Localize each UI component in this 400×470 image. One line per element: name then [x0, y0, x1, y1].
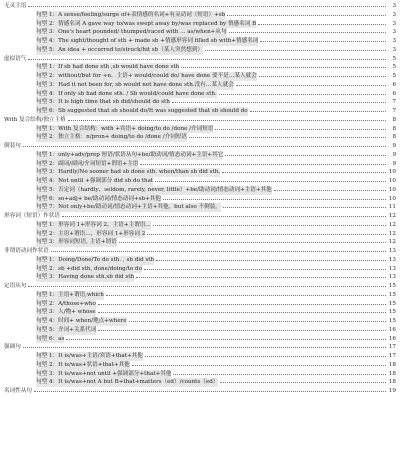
toc-entry[interactable] [0, 202, 400, 211]
toc-entry[interactable] [0, 220, 400, 229]
page-number: 12 [388, 239, 396, 246]
toc-entry-title: 句型 5：It is high time that sb did/should do sth [36, 99, 170, 106]
toc-entry[interactable] [0, 307, 400, 316]
dot-leader [132, 360, 386, 366]
dot-leader [258, 19, 386, 25]
toc-entry-title: 句型 1：If sb had done sth ,sb would have done sth [36, 64, 180, 71]
dot-leader [140, 159, 386, 165]
toc-entry-title: 句型 2：主语+谓语…，形容词 1+形容词 2 [36, 230, 146, 237]
toc-entry-title: 句型 2：It is/was+状语+that+其他 [36, 361, 130, 368]
toc-entry-title: 句型 3：形容词短语, 主语+谓语 [36, 239, 117, 246]
toc-entry-title: 句型 2：独立主格：n/pron+ doing/to do /done /介词短语 [36, 134, 187, 141]
page-number: 15 [388, 300, 396, 307]
toc-entry-title: 句型 5：否定词（hardly、seldom, rarely, never, little）+be/助动词/情态动词+主语+其他 [36, 186, 272, 193]
page-number: 10 [388, 178, 396, 184]
page-number: 15 [388, 291, 396, 298]
dot-leader [144, 264, 386, 270]
dot-leader [156, 255, 386, 261]
toc-entry-title: 句型 7：Not only+be/助动词/情态动词+主语+其他，but also 不倒装。 [36, 204, 221, 211]
page-number: 12 [388, 213, 396, 219]
page-number: 10 [388, 195, 396, 202]
dot-leader [145, 351, 386, 357]
dot-leader [172, 97, 386, 103]
toc-section-heading[interactable] [0, 342, 400, 351]
toc-entry[interactable] [0, 290, 400, 299]
toc-section-title: 强调句 [4, 344, 21, 351]
page-number: 18 [388, 361, 396, 368]
page-number: 13 [388, 274, 396, 281]
dot-leader [227, 10, 386, 16]
dot-leader [274, 185, 386, 191]
toc-entry[interactable] [0, 97, 400, 106]
toc-entry-title: 句型 2：副词/副词/介词短语+谓语+主语 [36, 160, 139, 167]
dot-leader [229, 27, 386, 33]
toc-entry-title: 句型 5：An idea + occurred to/struck/hit sb（某人突然想到） [36, 46, 203, 53]
dot-leader [155, 176, 386, 182]
toc-entry[interactable] [0, 10, 400, 19]
toc-entry[interactable] [0, 62, 400, 71]
page-number: 17 [388, 353, 396, 359]
dot-leader [68, 115, 386, 121]
toc-entry-title: 句型 3：Had it not been for, sb would not have done sth.没有…某人就会 [36, 81, 234, 88]
dot-leader [106, 290, 386, 296]
dot-leader [223, 202, 386, 208]
dot-leader [62, 211, 386, 217]
dot-leader [250, 106, 386, 112]
page-number: 11 [388, 204, 396, 211]
dot-leader [28, 54, 386, 60]
toc-entry[interactable] [0, 106, 400, 115]
toc-entry-title: 句型 4：If only sb had done sth. / Sb would/could have done sth. [36, 90, 217, 97]
page-number: 3 [392, 3, 396, 9]
toc-entry[interactable] [0, 159, 400, 168]
dot-leader [98, 325, 386, 331]
toc-section-heading[interactable] [0, 141, 400, 150]
dot-leader [173, 369, 386, 375]
toc-entry[interactable] [0, 176, 400, 185]
dot-leader [119, 237, 386, 243]
dot-leader [153, 220, 386, 226]
toc-entry-title: 句型 1：It is/was+主语/宾语+that+其他 [36, 353, 143, 359]
toc-entry[interactable] [0, 360, 400, 369]
dot-leader [220, 377, 386, 383]
toc-entry[interactable] [0, 334, 400, 343]
toc-entry-title: 句型 1：形容词 1+形容词 2，主语+主谓语… [36, 221, 151, 228]
toc-entry[interactable] [0, 124, 400, 133]
toc-entry[interactable] [0, 264, 400, 273]
dot-leader [23, 342, 386, 348]
toc-section-title: 名词性从句 [4, 388, 32, 394]
page-number: 5 [392, 55, 396, 62]
dot-leader [181, 62, 386, 68]
page-number: 16 [388, 335, 396, 342]
toc-entry-title: 句型 3：Hardly/No sooner had sb done sth. when/than sb did sth. [36, 169, 221, 176]
page-number: 3 [392, 29, 396, 36]
toc-entry[interactable] [0, 167, 400, 176]
page-number: 5 [392, 64, 396, 71]
toc-entry[interactable] [0, 316, 400, 325]
page-number: 3 [392, 38, 396, 44]
toc-entry[interactable] [0, 19, 400, 28]
toc-entry[interactable] [0, 132, 400, 141]
toc-section-title: 非谓语动词作状语 [4, 248, 49, 254]
page-number: 3 [392, 20, 396, 27]
toc-entry[interactable] [0, 351, 400, 360]
dot-leader [28, 1, 386, 7]
toc-entry-title: 句型 1：A sense/feeling/surge of+表情感的名词+有灵动词（短语）+sb [36, 11, 226, 18]
toc-entry[interactable] [0, 27, 400, 36]
toc-section-title: 定语从句 [4, 283, 27, 289]
toc-section-heading[interactable] [0, 1, 400, 10]
page-number: 13 [388, 265, 396, 272]
toc-entry[interactable] [0, 194, 400, 203]
page-number: 12 [388, 230, 396, 237]
toc-section-title: 形容词（短语）作状语 [4, 213, 60, 219]
toc-entry-title: 句型 1：With 复合结构：with +宾语+ doing/to do /done /介词短语 [36, 125, 214, 132]
page-number: 18 [388, 370, 396, 377]
dot-leader [260, 36, 386, 42]
page-number: 7 [392, 99, 396, 106]
toc-entry-title: 句型 3：It is/was+not until +强调部分+that+其他 [36, 370, 172, 377]
dot-leader [51, 246, 386, 252]
page-number: 8 [392, 116, 396, 123]
toc-entry-title: 句型 4：Not until +强调部分 did sb do that [36, 178, 154, 184]
toc-entry[interactable] [0, 36, 400, 45]
page-number: 3 [392, 46, 396, 53]
page-number: 13 [388, 256, 396, 263]
toc-section-title: 倒装句 [4, 143, 21, 149]
dot-leader [205, 45, 386, 51]
toc-entry-title: 句型 6：Sb suggested that sb should do/It was suggested that sb should do [36, 108, 248, 114]
page-number: 9 [392, 151, 396, 158]
page-number: 13 [388, 248, 396, 254]
toc-entry[interactable] [0, 237, 400, 246]
toc-entry[interactable] [0, 325, 400, 334]
dot-leader [147, 229, 386, 235]
toc-section-heading[interactable] [0, 54, 400, 63]
toc-entry-title: 句型 6：as [36, 335, 65, 342]
dot-leader [23, 141, 386, 147]
dot-leader [34, 386, 386, 392]
toc-entry[interactable] [0, 80, 400, 89]
dot-leader [136, 272, 386, 278]
dot-leader [98, 307, 386, 313]
toc-entry-title: 句型 1：Doing/Done/To do sth. , sb did sth [36, 256, 155, 263]
page-number: 8 [392, 125, 396, 132]
toc-section-title: With 复合结构/独立主格 [4, 116, 66, 123]
page-number: 15 [388, 309, 396, 316]
dot-leader [222, 167, 386, 173]
page-number: 18 [388, 379, 396, 386]
toc-entry-title: 句型 5：介词+关系代词 [36, 326, 97, 333]
dot-leader [189, 132, 386, 138]
toc-entry[interactable] [0, 369, 400, 378]
page-number: 10 [388, 186, 396, 193]
page-number: 15 [388, 283, 396, 289]
toc-entry-title: 句型 2：情感名词 A gave way to/was swept away by/was replaced by 情感名词 B [36, 20, 257, 27]
toc-section-heading[interactable] [0, 281, 400, 290]
dot-leader [215, 124, 386, 130]
page-number: 9 [392, 143, 396, 149]
toc-entry-title: 句型 2：A/those+who [36, 300, 96, 307]
page-number: 7 [392, 108, 396, 114]
page-number: 10 [388, 169, 396, 176]
toc-entry-title: 句型 3：One's heart pounded/ thumped/raced with ... as/when+从句 [36, 29, 227, 36]
toc-entry[interactable] [0, 45, 400, 54]
toc-entry[interactable] [0, 229, 400, 238]
page-number: 6 [392, 90, 396, 97]
page-number: 3 [392, 11, 396, 18]
toc-entry[interactable] [0, 150, 400, 159]
toc-section-heading[interactable] [0, 211, 400, 220]
toc-entry[interactable] [0, 255, 400, 264]
toc-section-heading[interactable] [0, 115, 400, 124]
dot-leader [98, 299, 386, 305]
dot-leader [163, 194, 386, 200]
page-number: 9 [392, 160, 396, 167]
page-number: 5 [392, 73, 396, 79]
toc-entry-title: 句型 4：It is/was+not A but B+that+matters（ed）/counts（ed） [36, 379, 219, 386]
page-number: 16 [388, 326, 396, 333]
toc-entry-title: 句型 4：时间+ when/地点+where [36, 318, 127, 324]
toc-entry-title: 句型 1：主语+谓语,which [36, 291, 104, 298]
toc-section-title: 无灵主语 [4, 3, 27, 9]
page-number: 6 [392, 81, 396, 88]
toc-entry-title: 句型 2：sb +did sth, done/doing/to do [36, 265, 142, 272]
page-number: 17 [388, 344, 396, 351]
page-number: 12 [388, 221, 396, 228]
page-number: 19 [388, 388, 396, 394]
dot-leader [129, 316, 386, 322]
toc-entry[interactable] [0, 272, 400, 281]
dot-leader [28, 281, 386, 287]
page-number: 15 [388, 318, 396, 324]
toc-entry[interactable] [0, 89, 400, 98]
toc-entry[interactable] [0, 377, 400, 386]
dot-leader [236, 80, 386, 86]
toc-entry-title: 句型 3：Having done sth,sb did sth [36, 274, 135, 281]
toc-section-title: 虚拟语气 [4, 55, 27, 62]
toc-entry-title: 句型 2：without/but for +n，主语+ would/could do/ have done 要不是…某人就会 [36, 73, 257, 79]
toc-entry[interactable] [0, 299, 400, 308]
dot-leader [225, 150, 386, 156]
dot-leader [66, 334, 386, 340]
dot-leader [219, 89, 386, 95]
toc-entry[interactable] [0, 71, 400, 80]
page-number: 8 [392, 134, 396, 141]
dot-leader [259, 71, 386, 77]
toc-entry-title: 句型 1：only+adv/prep 短语/状语从句+be/助动词/情态动词+主语+其它 [36, 151, 224, 158]
toc-section-heading[interactable] [0, 246, 400, 255]
toc-entry-title: 句型 6：so+adj+ be/助动词/情态动词+sb+其他 [36, 195, 161, 202]
toc-entry-title: 句型 3：人/物+ whose [36, 309, 96, 316]
toc-entry[interactable] [0, 185, 400, 194]
toc-entry-title: 句型 4：The sight/thought of sth + made sb +情感形容词 filled sb with+情感名词 [36, 38, 259, 44]
toc-section-heading[interactable] [0, 386, 400, 395]
